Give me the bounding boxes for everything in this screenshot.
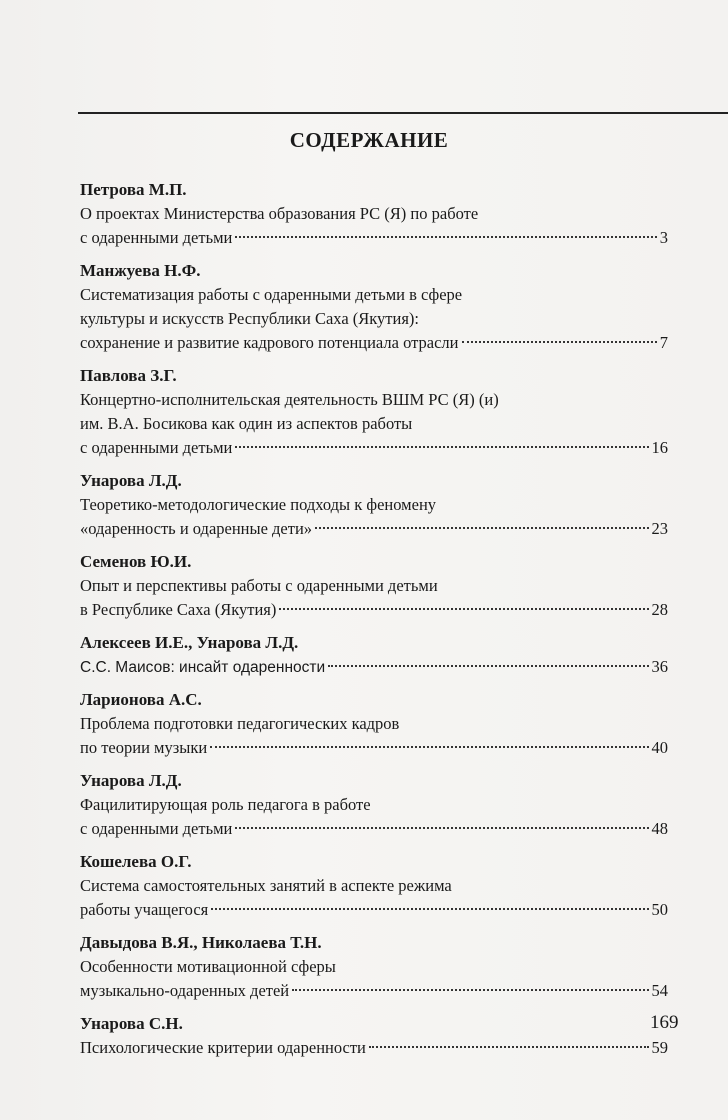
toc-page-number: 36 [651,657,668,676]
toc-title-line: культуры и искусств Республики Саха (Якутия): [80,309,420,328]
page-title: СОДЕРЖАНИЕ [289,128,449,152]
toc-title-line: сохранение и развитие кадрового потенциала отрасли [80,333,459,352]
toc-author: Унарова С.Н. [80,1014,183,1033]
toc-title-line: Психологические критерии одаренности [80,1038,366,1057]
toc-page-number: 3 [659,228,668,247]
toc-leader-line [80,1036,668,1060]
toc-entry [80,688,668,760]
toc-leader-line [80,817,668,841]
toc-title-line: в Республике Саха (Якутия) [80,600,277,619]
toc-page-number: 59 [651,1038,668,1057]
toc-title-line: Особенности мотивационной сферы [80,957,336,976]
dot-leader [279,608,648,610]
toc-author: Унарова Л.Д. [80,471,182,490]
toc-author: Алексеев И.Е., Унарова Л.Д. [80,633,299,652]
toc-page-number: 48 [651,819,668,838]
toc-title-line: с одаренными детьми [80,438,233,457]
table-of-contents [80,178,668,1069]
toc-author: Унарова Л.Д. [80,771,182,790]
toc-entry [80,631,668,679]
toc-page-number: 16 [651,438,668,457]
toc-leader-line [80,655,668,679]
toc-author: Манжуева Н.Ф. [80,261,201,280]
toc-author: Павлова З.Г. [80,366,177,385]
toc-page-number: 28 [651,600,668,619]
toc-entry [80,178,668,250]
toc-entry [80,364,668,460]
dot-leader [369,1046,649,1048]
toc-leader-line [80,736,668,760]
dot-leader [292,989,648,991]
dot-leader [235,446,648,448]
toc-title-line: Опыт и перспективы работы с одаренными детьми [80,576,438,595]
toc-title-line: «одаренность и одаренные дети» [80,519,313,538]
toc-page-number: 54 [651,981,668,1000]
dot-leader [462,341,657,343]
toc-title-line: музыкально-одаренных детей [80,981,290,1000]
dot-leader [235,827,648,829]
toc-author: Кошелева О.Г. [80,852,192,871]
toc-author: Давыдова В.Я., Николаева Т.Н. [80,933,322,952]
toc-entry [80,1012,668,1060]
header-rule [78,112,728,114]
toc-entry [80,259,668,355]
toc-page-number: 40 [651,738,668,757]
toc-title-line: работы учащегося [80,900,209,919]
dot-leader [328,665,648,667]
toc-entry [80,931,668,1003]
toc-leader-line [80,898,668,922]
toc-leader-line [80,598,668,622]
toc-leader-line [80,979,668,1003]
toc-leader-line [80,517,668,541]
toc-author: Семенов Ю.И. [80,552,192,571]
toc-title-line: по теории музыки [80,738,208,757]
dot-leader [210,746,648,748]
toc-title-line: Систематизация работы с одаренными детьми в сфере [80,285,463,304]
toc-leader-line [80,226,668,250]
dot-leader [315,527,648,529]
toc-title-line: О проектах Министерства образования РС (Я) по работе [80,204,479,223]
toc-page-number: 23 [651,519,668,538]
page-number: 169 [650,1012,679,1033]
toc-leader-line [80,436,668,460]
toc-title-line: С.С. Маисов: инсайт одаренности [80,659,326,676]
toc-author: Ларионова А.С. [80,690,202,709]
toc-entry [80,469,668,541]
toc-entry [80,769,668,841]
toc-title-line: Система самостоятельных занятий в аспекте режима [80,876,452,895]
toc-title-line: с одаренными детьми [80,228,233,247]
toc-title-line: с одаренными детьми [80,819,233,838]
toc-author: Петрова М.П. [80,180,187,199]
toc-page-number: 7 [659,333,668,352]
toc-leader-line [80,331,668,355]
toc-title-line: Проблема подготовки педагогических кадров [80,714,400,733]
toc-title-line: Фацилитирующая роль педагога в работе [80,795,371,814]
toc-title-line: Концертно-исполнительская деятельность ВШМ РС (Я) (и) [80,390,499,409]
toc-entry [80,850,668,922]
dot-leader [211,908,648,910]
toc-title-line: им. В.А. Босикова как один из аспектов работы [80,414,413,433]
dot-leader [235,236,656,238]
toc-page-number: 50 [651,900,668,919]
toc-entry [80,550,668,622]
toc-title-line: Теоретико-методологические подходы к феномену [80,495,437,514]
